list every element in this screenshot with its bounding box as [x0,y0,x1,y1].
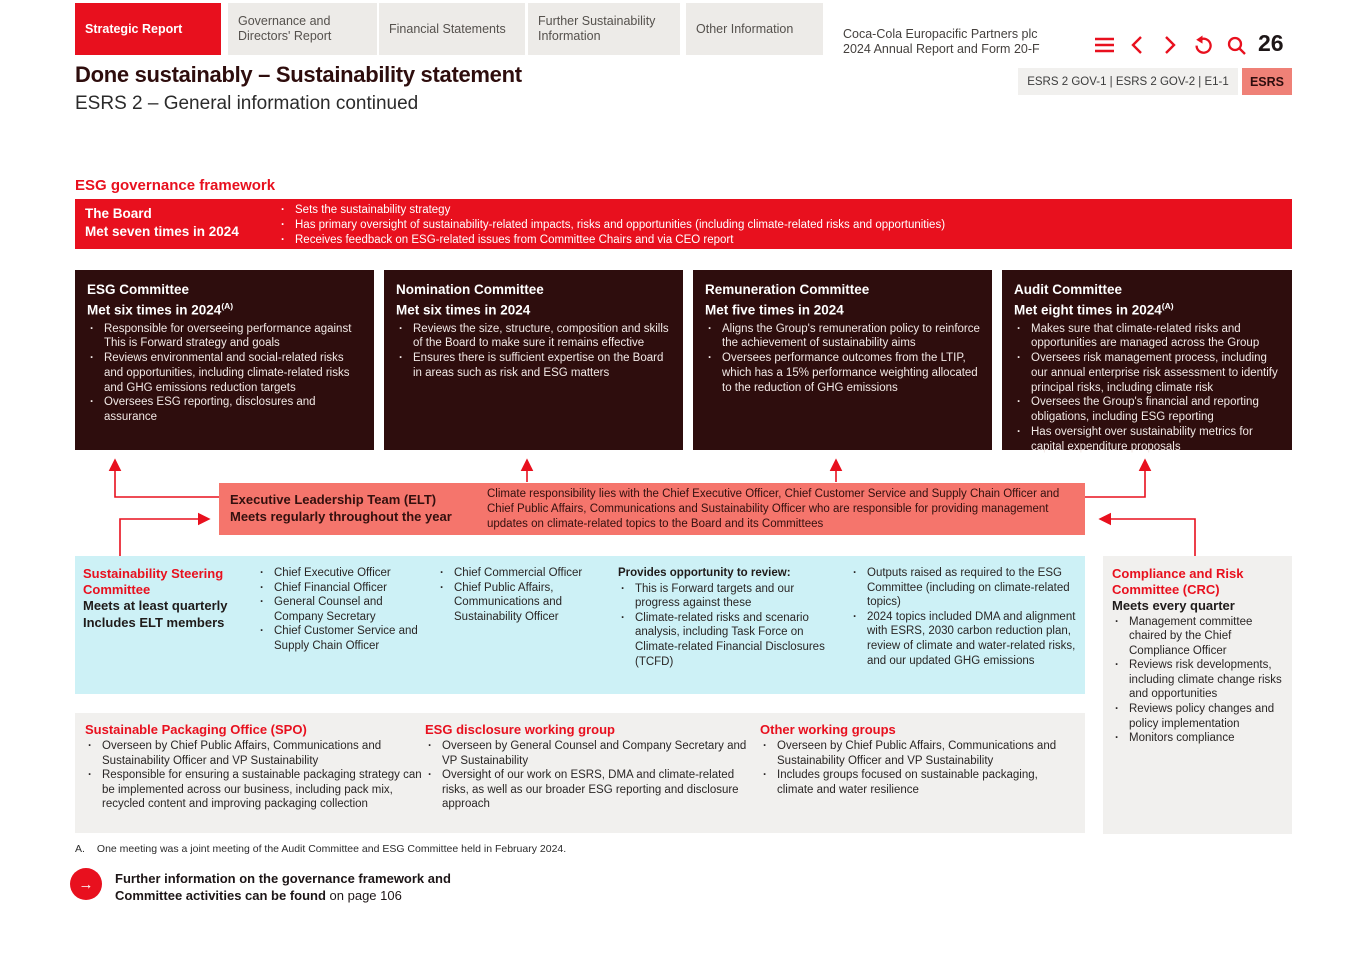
bullet: · Responsible for ensuring a sustainable packaging strategy can be implemented across our business, including pack mix, recycled content and improving packaging collection [85,768,430,812]
further-bold-line2: Committee activities can be found [115,887,326,903]
elt-description: Climate responsibility lies with the Chief Executive Officer, Chief Customer Service and Supply Chain Officer and Chief Public Affairs, Communications and Sustainability Officer who are responsible for providing management updates on climate-related topics to the Board and its Committees [487,488,1060,530]
bullet: · Reviews the size, structure, composition and skills of the Board to make sure it remains effective [396,322,671,352]
outputs-list [850,566,1078,668]
arrow-elt-to-audit-committee [1085,464,1145,497]
bullet: · Includes groups focused on sustainable packaging, climate and water resilience [760,768,1075,797]
meetings-text: Met five times in 2024 [705,302,844,318]
committee-title: Remuneration Committee [705,282,870,297]
arrow-right-seal-icon[interactable]: → [70,868,102,900]
bullet: · Ensures there is sufficient expertise on the Board in areas such as risk and ESG matters [396,351,671,381]
tab-other-information[interactable] [686,3,823,55]
esrs-reference-tags: ESRS 2 GOV-1 | ESRS 2 GOV-2 | E1-1 [1018,68,1238,95]
search-icon[interactable] [1226,35,1246,55]
further-suffix: on page 106 [325,887,402,903]
group-bullets [85,739,430,812]
bullet: · 2024 topics included DMA and alignment with ESRS, 2030 carbon reduction plan, review of climate and water-related risks, and our updated GHG emissions [850,610,1078,668]
review-list [618,582,840,670]
elt-band [219,483,1085,535]
group-bullets [425,739,755,812]
steering-title: Sustainability Steering Committee [83,566,224,597]
bullet: · Chief Customer Service and Supply Chain Officer [257,624,419,653]
footnote-label: A. [75,843,85,855]
crc-bullets [1112,615,1283,746]
tab-label: Further Sustainability Information [538,14,656,43]
bullet: · Chief Commercial Officer [437,566,602,581]
further-bold-line1: Further information on the governance framework and [115,871,451,886]
bullet: · Climate-related risks and scenario analysis, including Task Force on Climate-related Financial Disclosures (TCFD) [618,611,840,669]
crc-meetings: Meets every quarter [1112,598,1235,613]
remuneration-committee-box [693,270,992,450]
board-title [85,205,239,241]
arrow-elt-to-esg-committee [115,464,219,497]
steering-membership: Includes ELT members [83,614,225,630]
report-brand-title [843,27,1040,57]
committee-bullets [87,322,362,426]
bullet: · Chief Financial Officer [257,581,419,596]
members-list [437,566,602,624]
bullet: · Oversees risk management process, including our annual enterprise risk assessment to identify principal risks, including climate risk [1014,351,1280,395]
footnote-a [75,843,566,855]
meetings-text: Met eight times in 2024 [1014,302,1162,318]
bullet: · Reviews policy changes and policy implementation [1112,702,1283,731]
bullet: · General Counsel and Company Secretary [257,595,419,624]
board-bullets [278,203,1258,247]
undo-icon[interactable] [1193,35,1213,55]
committee-meetings [705,298,980,319]
bullet: · Outputs raised as required to the ESG Committee (including on climate-related topics) [850,566,1078,610]
bullet: · This is Forward targets and our progress against these [618,582,840,611]
bullet: · Makes sure that climate-related risks and opportunities are managed across the Group [1014,322,1280,352]
meetings-text: Met six times in 2024 [396,302,531,318]
tab-label: Other Information [696,21,794,36]
audit-committee-box [1002,270,1292,453]
committee-bullets [396,322,671,381]
bullet: · Chief Public Affairs, Communications and Sustainability Officer [437,581,602,625]
bullet: · Management committee chaired by the Chief Compliance Officer [1112,615,1283,659]
bullet: · Responsible for overseeing performance against This is Forward strategy and goals [87,322,362,352]
bullet: · Has primary oversight of sustainability-related impacts, risks and opportunities (including climate-related risks and opportunities) [278,218,1258,233]
bullet: · Overseen by General Counsel and Company Secretary and VP Sustainability [425,739,755,768]
spo-group [85,722,430,812]
committee-title: Nomination Committee [396,282,544,297]
bullet: · Overseen by Chief Public Affairs, Communications and Sustainability Officer and VP Sustainability [760,739,1075,768]
bullet: · Oversight of our work on ESRS, DMA and climate-related risks, as well as our broader ESG reporting and disclosure approach [425,768,755,812]
board-meetings: Met seven times in 2024 [85,224,239,239]
review-heading: Provides opportunity to review: [618,567,791,579]
committee-title: ESG Committee [87,282,190,297]
footnote-text: One meeting was a joint meeting of the Audit Committee and ESG Committee held in February 2024. [96,843,567,855]
bullet: · Overseen by Chief Public Affairs, Communications and Sustainability Officer and VP Sustainability [85,739,430,768]
group-title: Other working groups [760,722,896,737]
steering-meetings: Meets at least quarterly [83,598,228,613]
nav-toolbar [1094,35,1246,55]
footnote-ref: (A) [221,301,234,311]
steering-outputs-col [850,566,1078,668]
framework-heading: ESG governance framework [75,177,276,194]
esrs-badge: ESRS [1242,68,1292,95]
board-banner [75,199,1292,249]
tab-governance-directors-report[interactable] [228,3,377,55]
tab-label: Governance and Directors' Report [238,14,332,43]
group-title: Sustainable Packaging Office (SPO) [85,722,307,737]
steering-review-col [618,566,840,669]
further-info-text [115,868,451,904]
committee-title: Audit Committee [1014,282,1122,297]
group-title: ESG disclosure working group [425,722,615,737]
group-bullets [760,739,1075,797]
bullet: · Oversees performance outcomes from the LTIP, which has a 15% performance weighting allocated to the reduction of GHG emissions [705,351,980,395]
committee-meetings [1014,298,1280,319]
committee-bullets [1014,322,1280,455]
arrow-crc-to-elt [1104,519,1195,556]
brand-line2: 2024 Annual Report and Form 20-F [843,42,1040,56]
tab-label: Strategic Report [85,21,183,36]
esg-committee-box [75,270,374,450]
esg-disclosure-group [425,722,755,812]
other-working-groups [760,722,1075,797]
tab-strategic-report[interactable] [75,3,221,55]
footnote-ref: (A) [1161,301,1174,311]
board-title-text: The Board [85,206,152,221]
steering-members-col2 [437,566,602,624]
tab-further-sustainability-information[interactable] [528,3,680,55]
tab-financial-statements[interactable] [379,3,525,55]
bullet: · Oversees ESG reporting, disclosures and assurance [87,395,362,425]
bullet: · Reviews environmental and social-related risks and opportunities, including climate-related risks and GHG emissions reduction targets [87,351,362,395]
elt-title-text: Executive Leadership Team (ELT) [230,492,437,507]
crc-title: Compliance and Risk Committee (CRC) [1112,566,1244,597]
arrow-steering-to-elt [120,519,205,556]
tab-label: Financial Statements [389,21,506,36]
committee-bullets [705,322,980,396]
working-groups-box [75,713,1085,833]
meetings-text: Met six times in 2024 [87,302,222,318]
further-info-link[interactable] [70,868,451,904]
menu-icon[interactable] [1094,35,1114,55]
bullet: · Chief Executive Officer [257,566,419,581]
bullet: · Oversees the Group's financial and reporting obligations, including ESG reporting [1014,395,1280,425]
bullet: · Monitors compliance [1112,731,1283,746]
page-title: Done sustainably – Sustainability statement [75,62,522,87]
elt-meetings: Meets regularly throughout the year [230,509,452,524]
chevron-right-icon[interactable] [1160,35,1180,55]
bullet: · Sets the sustainability strategy [278,203,1258,218]
bullet: · Has oversight over sustainability metrics for capital expenditure proposals [1014,425,1280,455]
bullet: · Aligns the Group's remuneration policy to reinforce the achievement of sustainability aims [705,322,980,352]
sustainability-steering-box [75,556,1085,694]
chevron-left-icon[interactable] [1127,35,1147,55]
elt-title [230,491,452,525]
nomination-committee-box [384,270,683,450]
steering-heading-col [83,566,251,631]
committee-meetings [87,298,362,319]
committee-meetings [396,298,671,319]
page-subtitle: ESRS 2 – General information continued [75,93,419,114]
page-number: 26 [1258,30,1284,56]
bullet: · Reviews risk developments, including climate change risks and opportunities [1112,658,1283,702]
compliance-risk-committee-box [1103,556,1292,834]
members-list [257,566,419,654]
brand-line1: Coca-Cola Europacific Partners plc [843,27,1038,41]
bullet: · Receives feedback on ESG-related issues from Committee Chairs and via CEO report [278,233,1258,248]
steering-members-col1 [257,566,419,654]
